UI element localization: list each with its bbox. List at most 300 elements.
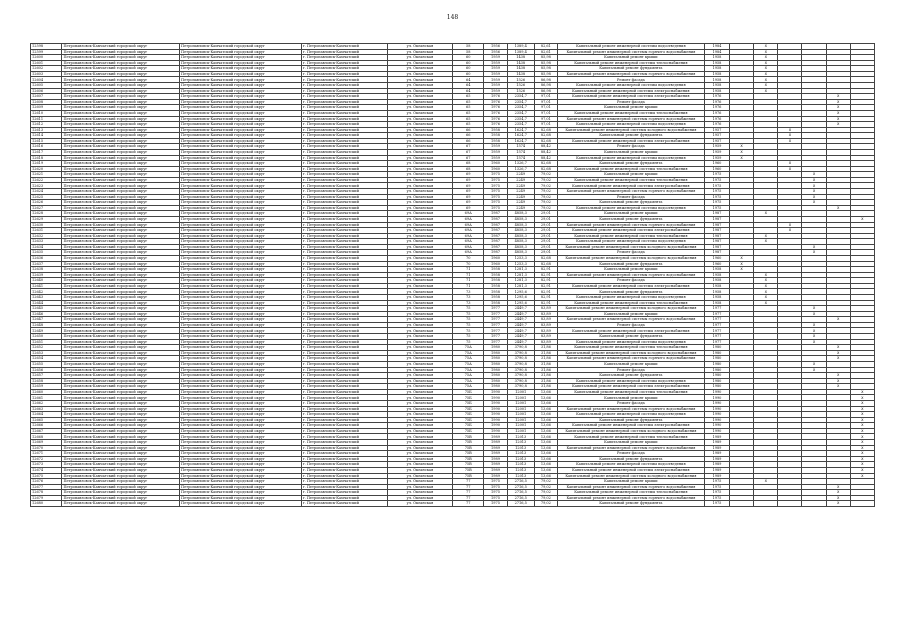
cell-street: ул. Океанская [387, 367, 452, 373]
cell-year-built: 1990 [484, 428, 507, 434]
cell-x6: X [850, 467, 874, 473]
cell-share: 82,68 [534, 133, 557, 139]
cell-municipality: Петропавловск-Камчатский городской округ [62, 484, 180, 490]
cell-x5: X [826, 484, 850, 490]
cell-x2: X [754, 71, 778, 77]
cell-locality: г. Петропавловск-Камчатский [301, 44, 387, 50]
cell-settlement-area: Петропавловск-Камчатский городской округ [180, 233, 302, 239]
cell-municipality: Петропавловск-Камчатский городской округ [62, 144, 180, 150]
cell-work: Капитальный ремонт инженерной системы водоотведения [557, 122, 704, 128]
cell-house: 75 [452, 339, 483, 345]
cell-share: 79,02 [534, 194, 557, 200]
cell-year-built: 1980 [484, 373, 507, 379]
cell-area: 4858,3 [507, 222, 534, 228]
cell-year-built: 1959 [484, 77, 507, 83]
cell-locality: г. Петропавловск-Камчатский [301, 133, 387, 139]
cell-area: 1281,3 [507, 267, 534, 273]
cell-plan-year: 1975 [704, 479, 729, 485]
cell-share: 31,86 [534, 361, 557, 367]
cell-settlement-area: Петропавловск-Камчатский городской округ [180, 322, 302, 328]
cell-municipality: Петропавловск-Камчатский городской округ [62, 412, 180, 418]
cell-plan-year: 1990 [704, 417, 729, 423]
cell-x1: X [730, 144, 754, 150]
cell-plan-year: 1987 [704, 239, 729, 245]
cell-locality: г. Петропавловск-Камчатский [301, 172, 387, 178]
cell-x2: X [754, 77, 778, 83]
cell-plan-year: 1980 [704, 384, 729, 390]
cell-year-built: 1975 [484, 177, 507, 183]
cell-locality: г. Петропавловск-Камчатский [301, 239, 387, 245]
cell-settlement-area: Петропавловск-Камчатский городской округ [180, 300, 302, 306]
cell-settlement-area: Петропавловск-Камчатский городской округ [180, 183, 302, 189]
cell-street: ул. Океанская [387, 261, 452, 267]
cell-plan-year: 1976 [704, 122, 729, 128]
cell-house: 69А [452, 250, 483, 256]
cell-id: 12670 [31, 445, 62, 451]
cell-area: 1389,4 [507, 49, 534, 55]
cell-locality: г. Петропавловск-Камчатский [301, 211, 387, 217]
cell-house: 70 [452, 261, 483, 267]
cell-x2: X [754, 289, 778, 295]
cell-house: 75В [452, 462, 483, 468]
cell-year-built: 1976 [484, 110, 507, 116]
cell-x6: X [850, 406, 874, 412]
cell-share: 82,68 [534, 127, 557, 133]
cell-municipality: Петропавловск-Камчатский городской округ [62, 501, 180, 507]
cell-area: 3790,8 [507, 367, 534, 373]
cell-share: 86,98 [534, 77, 557, 83]
cell-plan-year: 1989 [704, 456, 729, 462]
cell-id: 12620 [31, 166, 62, 172]
cell-work: Капитальный ремонт инженерной системы горячего водоснабжения [557, 222, 704, 228]
cell-id: 12676 [31, 479, 62, 485]
cell-share: 83,89 [534, 306, 557, 312]
cell-x6: X [850, 456, 874, 462]
cell-id: 12633 [31, 239, 62, 245]
cell-share: 13,66 [534, 462, 557, 468]
cell-municipality: Петропавловск-Камчатский городской округ [62, 295, 180, 301]
cell-id: 12644 [31, 300, 62, 306]
cell-plan-year: 1957 [704, 127, 729, 133]
cell-share: 79,02 [534, 484, 557, 490]
cell-year-built: 1956 [484, 49, 507, 55]
cell-locality: г. Петропавловск-Камчатский [301, 71, 387, 77]
cell-x3: X [778, 138, 802, 144]
cell-work: Капитальный ремонт инженерной системы электроснабжения [557, 183, 704, 189]
cell-settlement-area: Петропавловск-Камчатский городской округ [180, 445, 302, 451]
cell-work: Капитальный ремонт крыши [557, 267, 704, 273]
cell-municipality: Петропавловск-Камчатский городской округ [62, 172, 180, 178]
cell-x6: X [850, 428, 874, 434]
cell-x4: X [802, 250, 826, 256]
cell-locality: г. Петропавловск-Камчатский [301, 295, 387, 301]
cell-year-built: 1977 [484, 334, 507, 340]
cell-work: Капитальный ремонт инженерной системы электроснабжения [557, 88, 704, 94]
cell-area: 2354,7 [507, 94, 534, 100]
cell-house: 67 [452, 149, 483, 155]
cell-year-built: 1989 [484, 467, 507, 473]
cell-year-built: 1958 [484, 127, 507, 133]
cell-area: 1326,7 [507, 166, 534, 172]
cell-area: 2249 [507, 194, 534, 200]
cell-x2: X [754, 278, 778, 284]
cell-x2: X [754, 272, 778, 278]
cell-work: Капитальный ремонт инженерной системы горячего водоснабжения [557, 272, 704, 278]
cell-municipality: Петропавловск-Камчатский городской округ [62, 456, 180, 462]
cell-municipality: Петропавловск-Камчатский городской округ [62, 138, 180, 144]
cell-settlement-area: Петропавловск-Камчатский городской округ [180, 495, 302, 501]
cell-x1 [730, 501, 754, 507]
cell-x2: X [754, 55, 778, 61]
cell-share: 82,68 [534, 161, 557, 167]
cell-municipality: Петропавловск-Камчатский городской округ [62, 60, 180, 66]
cell-area: 2249 [507, 200, 534, 206]
cell-house: 75Б [452, 395, 483, 401]
cell-id: 12656 [31, 367, 62, 373]
cell-house: 67 [452, 155, 483, 161]
cell-share: 29,01 [534, 233, 557, 239]
cell-share: 31,86 [534, 356, 557, 362]
cell-work: Капитальный ремонт фундамента [557, 289, 704, 295]
cell-house: 69 [452, 183, 483, 189]
cell-house: 73 [452, 295, 483, 301]
cell-area: 1281,3 [507, 283, 534, 289]
cell-house: 71 [452, 278, 483, 284]
cell-house: 64 [452, 83, 483, 89]
cell-municipality: Петропавловск-Камчатский городской округ [62, 244, 180, 250]
cell-municipality: Петропавловск-Камчатский городской округ [62, 373, 180, 379]
cell-x2: X [754, 239, 778, 245]
cell-share: 13,66 [534, 389, 557, 395]
cell-area: 2249 [507, 177, 534, 183]
cell-locality: г. Петропавловск-Камчатский [301, 122, 387, 128]
cell-share: 82,61 [534, 49, 557, 55]
cell-work: Капитальный ремонт инженерной системы теплоснабжения [557, 166, 704, 172]
cell-locality: г. Петропавловск-Камчатский [301, 434, 387, 440]
cell-x3: X [778, 127, 802, 133]
cell-settlement-area: Петропавловск-Камчатский городской округ [180, 267, 302, 273]
cell-house: 77 [452, 495, 483, 501]
cell-locality: г. Петропавловск-Камчатский [301, 228, 387, 234]
cell-settlement-area: Петропавловск-Камчатский городской округ [180, 255, 302, 261]
cell-x2: X [754, 300, 778, 306]
cell-municipality: Петропавловск-Камчатский городской округ [62, 428, 180, 434]
cell-id: 12631 [31, 228, 62, 234]
cell-plan-year: 1990 [704, 428, 729, 434]
cell-share: 13,66 [534, 456, 557, 462]
cell-house: 69 [452, 205, 483, 211]
cell-settlement-area: Петропавловск-Камчатский городской округ [180, 94, 302, 100]
cell-municipality: Петропавловск-Камчатский городской округ [62, 105, 180, 111]
cell-plan-year: 1980 [704, 378, 729, 384]
cell-share: 79,02 [534, 501, 557, 507]
cell-area: 2354,7 [507, 105, 534, 111]
cell-id: 12654 [31, 356, 62, 362]
cell-area: 12001 [507, 417, 534, 423]
cell-municipality: Петропавловск-Камчатский городской округ [62, 423, 180, 429]
cell-x1: X [730, 255, 754, 261]
cell-municipality: Петропавловск-Камчатский городской округ [62, 49, 180, 55]
cell-id: 12674 [31, 467, 62, 473]
cell-x5: X [826, 373, 850, 379]
cell-id: 12624 [31, 189, 62, 195]
cell-id: 12634 [31, 244, 62, 250]
cell-house: 75Б [452, 428, 483, 434]
cell-work: Капитальный ремонт крыши [557, 211, 704, 217]
cell-work: Капитальный ремонт крыши [557, 172, 704, 178]
cell-area: 1295,6 [507, 295, 534, 301]
cell-x2: X [754, 233, 778, 239]
cell-share: 31,86 [534, 373, 557, 379]
cell-street: ул. Океанская [387, 205, 452, 211]
cell-x4: X [802, 328, 826, 334]
cell-year-built: 1959 [484, 144, 507, 150]
cell-plan-year: 1989 [704, 467, 729, 473]
cell-municipality: Петропавловск-Камчатский городской округ [62, 350, 180, 356]
cell-work: Капитальный ремонт крыши [557, 149, 704, 155]
cell-id: 12672 [31, 456, 62, 462]
cell-locality: г. Петропавловск-Камчатский [301, 127, 387, 133]
cell-share: 13,66 [534, 423, 557, 429]
cell-year-built: 1989 [484, 473, 507, 479]
cell-work: Капитальный ремонт крыши [557, 311, 704, 317]
cell-share: 13,66 [534, 434, 557, 440]
cell-settlement-area: Петропавловск-Камчатский городской округ [180, 83, 302, 89]
cell-settlement-area: Петропавловск-Камчатский городской округ [180, 127, 302, 133]
cell-year-built: 1987 [484, 211, 507, 217]
cell-settlement-area: Петропавловск-Камчатский городской округ [180, 200, 302, 206]
cell-x5: X [826, 378, 850, 384]
cell-street: ул. Океанская [387, 116, 452, 122]
cell-area: 3790,8 [507, 384, 534, 390]
cell-work: Ремонт фасада [557, 322, 704, 328]
cell-house: 69А [452, 216, 483, 222]
cell-settlement-area: Петропавловск-Камчатский городской округ [180, 144, 302, 150]
cell-house: 75 [452, 317, 483, 323]
cell-house: 65 [452, 110, 483, 116]
cell-plan-year: 1958 [704, 289, 729, 295]
cell-x6: X [850, 473, 874, 479]
cell-locality: г. Петропавловск-Камчатский [301, 451, 387, 457]
cell-area: 4858,3 [507, 244, 534, 250]
cell-locality: г. Петропавловск-Камчатский [301, 138, 387, 144]
cell-id: 12652 [31, 345, 62, 351]
cell-year-built: 1980 [484, 350, 507, 356]
cell-area: 3790,8 [507, 361, 534, 367]
cell-id: 12632 [31, 233, 62, 239]
cell-year-built: 1959 [484, 55, 507, 61]
cell-settlement-area: Петропавловск-Камчатский городской округ [180, 473, 302, 479]
cell-x4: X [802, 200, 826, 206]
cell-locality: г. Петропавловск-Камчатский [301, 395, 387, 401]
cell-area: 2716,5 [507, 479, 534, 485]
cell-plan-year: 1977 [704, 339, 729, 345]
cell-municipality: Петропавловск-Камчатский городской округ [62, 99, 180, 105]
cell-work: Капитальный ремонт крыши [557, 395, 704, 401]
cell-house: 77 [452, 479, 483, 485]
cell-work: Ремонт фасада [557, 401, 704, 407]
cell-share: 82,91 [534, 272, 557, 278]
cell-share: 79,02 [534, 205, 557, 211]
cell-x6: X [850, 451, 874, 457]
cell-house: 75А [452, 350, 483, 356]
cell-share: 79,02 [534, 183, 557, 189]
cell-id: 12618 [31, 155, 62, 161]
cell-street: ул. Океанская [387, 71, 452, 77]
cell-plan-year: 1958 [704, 300, 729, 306]
cell-municipality: Петропавловск-Камчатский городской округ [62, 384, 180, 390]
cell-id: 12649 [31, 328, 62, 334]
cell-plan-year: 1987 [704, 216, 729, 222]
cell-street: ул. Океанская [387, 77, 452, 83]
cell-work: Капитальный ремонт инженерной системы холодного водоснабжения [557, 127, 704, 133]
cell-street: ул. Океанская [387, 361, 452, 367]
cell-year-built: 1975 [484, 205, 507, 211]
cell-municipality: Петропавловск-Камчатский городской округ [62, 378, 180, 384]
cell-house: 69А [452, 211, 483, 217]
cell-municipality: Петропавловск-Камчатский городской округ [62, 406, 180, 412]
cell-locality: г. Петропавловск-Камчатский [301, 66, 387, 72]
cell-street: ул. Океанская [387, 345, 452, 351]
cell-share: 31,86 [534, 350, 557, 356]
cell-plan-year: 1987 [704, 233, 729, 239]
cell-municipality: Петропавловск-Камчатский городской округ [62, 66, 180, 72]
cell-municipality: Петропавловск-Камчатский городской округ [62, 205, 180, 211]
cell-x1: X [730, 261, 754, 267]
cell-area: 2449,7 [507, 328, 534, 334]
cell-id: 12629 [31, 216, 62, 222]
cell-settlement-area: Петропавловск-Камчатский городской округ [180, 77, 302, 83]
cell-locality: г. Петропавловск-Камчатский [301, 428, 387, 434]
cell-house: 60 [452, 55, 483, 61]
cell-plan-year: 1990 [704, 389, 729, 395]
cell-id: 12601 [31, 60, 62, 66]
cell-municipality: Петропавловск-Камчатский городской округ [62, 233, 180, 239]
cell-locality: г. Петропавловск-Камчатский [301, 83, 387, 89]
cell-street: ул. Океанская [387, 105, 452, 111]
cell-house: 65 [452, 116, 483, 122]
cell-work: Капитальный ремонт фундамента [557, 216, 704, 222]
cell-x2: X [754, 66, 778, 72]
cell-share: 29,01 [534, 211, 557, 217]
cell-x2: X [754, 295, 778, 301]
cell-locality: г. Петропавловск-Камчатский [301, 244, 387, 250]
cell-id: 12609 [31, 105, 62, 111]
cell-id: 12643 [31, 295, 62, 301]
cell-work: Капитальный ремонт инженерной системы водоотведения [557, 44, 704, 50]
cell-municipality: Петропавловск-Камчатский городской округ [62, 228, 180, 234]
cell-street: ул. Океанская [387, 149, 452, 155]
cell-x2: X [754, 479, 778, 485]
cell-area: 3790,8 [507, 345, 534, 351]
cell-x6: X [850, 434, 874, 440]
cell-id: 12669 [31, 440, 62, 446]
cell-street: ул. Океанская [387, 350, 452, 356]
cell-locality: г. Петропавловск-Камчатский [301, 361, 387, 367]
cell-area: 1295,6 [507, 289, 534, 295]
cell-locality: г. Петропавловск-Камчатский [301, 350, 387, 356]
cell-year-built: 1958 [484, 289, 507, 295]
cell-share: 29,01 [534, 239, 557, 245]
cell-area: 12013 [507, 451, 534, 457]
cell-id: 12663 [31, 406, 62, 412]
cell-street: ул. Океанская [387, 272, 452, 278]
cell-x6: X [850, 462, 874, 468]
cell-locality: г. Петропавловск-Камчатский [301, 161, 387, 167]
cell-municipality: Петропавловск-Камчатский городской округ [62, 222, 180, 228]
cell-plan-year: 1975 [704, 490, 729, 496]
cell-year-built: 1980 [484, 367, 507, 373]
cell-area: 12013 [507, 445, 534, 451]
cell-area: 4858,3 [507, 228, 534, 234]
cell-share: 29,01 [534, 216, 557, 222]
cell-id: 12603 [31, 71, 62, 77]
cell-year-built: 1958 [484, 283, 507, 289]
cell-x3: X [778, 166, 802, 172]
cell-year-built: 1958 [484, 133, 507, 139]
cell-work: Капитальный ремонт инженерной системы электроснабжения [557, 228, 704, 234]
cell-street: ул. Океанская [387, 389, 452, 395]
cell-house: 60 [452, 66, 483, 72]
cell-house: 75Б [452, 423, 483, 429]
cell-x2: X [754, 283, 778, 289]
cell-locality: г. Петропавловск-Камчатский [301, 94, 387, 100]
cell-municipality: Петропавловск-Камчатский городской округ [62, 467, 180, 473]
cell-x5: X [826, 490, 850, 496]
cell-x6: X [850, 389, 874, 395]
cell-x6: X [850, 216, 874, 222]
cell-plan-year: 1959 [704, 149, 729, 155]
cell-x5: X [826, 356, 850, 362]
cell-locality: г. Петропавловск-Камчатский [301, 99, 387, 105]
cell-house: 64 [452, 88, 483, 94]
cell-share: 85,98 [534, 60, 557, 66]
cell-share: 79,02 [534, 200, 557, 206]
cell-x6: X [850, 401, 874, 407]
cell-work: Капитальный ремонт инженерной системы холодного водоснабжения [557, 350, 704, 356]
cell-area: 2449,7 [507, 334, 534, 340]
cell-x4: X [802, 311, 826, 317]
cell-year-built: 1958 [484, 272, 507, 278]
cell-street: ул. Океанская [387, 216, 452, 222]
cell-share: 97,01 [534, 116, 557, 122]
cell-plan-year: 1958 [704, 295, 729, 301]
cell-plan-year: 1959 [704, 155, 729, 161]
cell-year-built: 1976 [484, 99, 507, 105]
cell-settlement-area: Петропавловск-Камчатский городской округ [180, 239, 302, 245]
cell-street: ул. Океанская [387, 317, 452, 323]
cell-house: 69 [452, 189, 483, 195]
cell-street: ул. Океанская [387, 311, 452, 317]
cell-work: Капитальный ремонт инженерной системы водоотведения [557, 412, 704, 418]
cell-plan-year: 1989 [704, 434, 729, 440]
cell-year-built: 1975 [484, 490, 507, 496]
cell-street: ул. Океанская [387, 384, 452, 390]
cell-x4: X [802, 244, 826, 250]
cell-settlement-area: Петропавловск-Камчатский городской округ [180, 194, 302, 200]
cell-id: 12645 [31, 306, 62, 312]
cell-house: 66 [452, 138, 483, 144]
cell-year-built: 1989 [484, 451, 507, 457]
cell-area: 2249 [507, 205, 534, 211]
cell-locality: г. Петропавловск-Камчатский [301, 384, 387, 390]
cell-house: 65 [452, 122, 483, 128]
cell-year-built: 1990 [484, 395, 507, 401]
cell-work: Капитальный ремонт инженерной системы водоотведения [557, 83, 704, 89]
cell-year-built: 1980 [484, 361, 507, 367]
cell-street: ул. Океанская [387, 44, 452, 50]
cell-plan-year: 1975 [704, 172, 729, 178]
